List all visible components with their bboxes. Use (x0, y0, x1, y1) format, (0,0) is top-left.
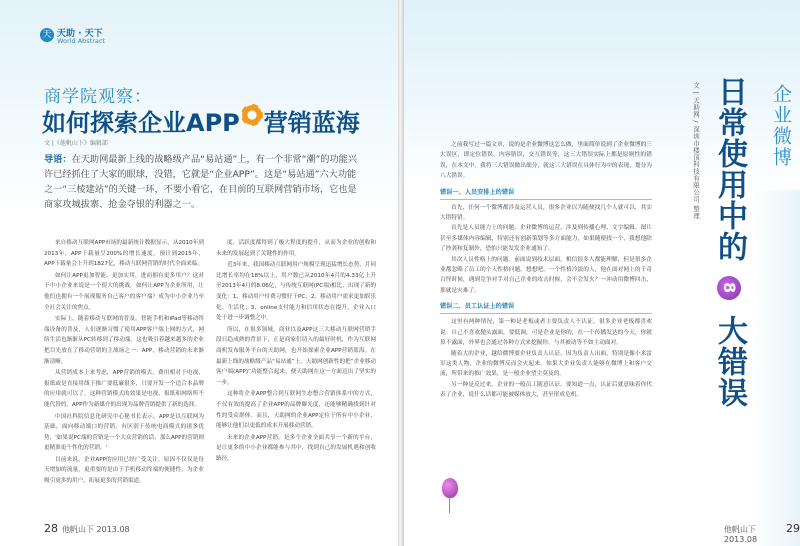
intro (440, 140, 652, 182)
paragraph: 另一种是反过来，企业的一般员工随意认证。要知道一点，认证后就意味着你代表了企业，说什么话都可能被媒体放大，甚至形成危机。 (440, 381, 652, 399)
left-page (0, 0, 398, 546)
section-divider (440, 313, 652, 314)
folio-text: 他帆山下 2013.08 (724, 525, 758, 544)
left-body-text (44, 238, 374, 518)
article-headline (42, 103, 360, 138)
paragraph: 来自移动互联网APP市场的最新统计数据显示，从2010年到2013年，APP下载量呈200%的增长速度，预计到2015年，APP下载量会上升到1827亿，移动互联网营销的时代全面来临。 (44, 240, 204, 268)
paragraph: 中国社科院信息化研究中心秘书长表示，APP是以互联网为基础，面向移动端口的营销，有区别于传统电商模式的诸多优势，'如果说PC端的营销是一个大众营销的话，那么APP的营销则更精准更个性化的营销。' (44, 413, 204, 452)
article-byline: 文 |《他帆山下》编辑部 (44, 140, 108, 147)
paragraph: 之前我写过一篇文章，说的是企业微博这怎么做，里面简单说到了企业微博的三大误区，即定位错误、内容错误、交互错误等，这三大错误实际上都是原则性的错误，在本文中，我将三大错误做出细分，就这三大错误在具体行为中的表现，划分为八大错误。 (440, 142, 652, 180)
section-heading: 错误一、人员安排上的错误 (440, 188, 515, 196)
column-name: 天助 · 天下 (57, 29, 103, 39)
paragraph: 度、活跃度都得到了极大程度的提升，从而为企业的创收和未来的发展起到了关键性的作用。 (216, 240, 376, 257)
paragraph: 目前来说，企业APP的应用已经广受关注，原因不仅仅是每天增加的流量，更重要的是由于手机移动终端的便捷性，为企业吸引更多的用户，拓展更多的营销渠道。 (44, 456, 204, 485)
paragraph: 从营销成本上来考虑，APP营销的模式，费用相对于电视、报纸或是直接用线下推广要低廉很多，只要开发一个适合本品牌的应用就可以了，这种营销模式的效果是电视、报纸和网络所不能代替的，APP作为新媒介的出现为品牌营销提供了新的选择。 (44, 370, 204, 408)
right-body-text (440, 140, 652, 401)
page-number: 28 (44, 522, 58, 535)
paragraph: 如何让APP更加智能、更加实用，进而拥有更多用户？这对于中小企业来说是一个很大的挑战。如何让APP为企业所用，让他们也拥有一个展现服务自己客户的客户端？成为中小企业乃至全社会关注的焦点。 (44, 272, 204, 311)
headline-part-2: 营销蓝海 (263, 109, 360, 137)
lead-text: 在天助网最新上线的战略级产品“易站通”上，有一个非常“潮”的功能兴许已经抓住了大家的眼球，没错，它就是“企业APP”。这是“易站通”六大功能之一“三棱建站”的关键一环，不要小看它，在目前的互联网营销市场，它也是商家攻城拔寨、抢金夺银的利器之一。 (44, 154, 358, 210)
left-body-column-2 (216, 238, 376, 518)
article-lead (44, 152, 364, 212)
gear-icon (241, 104, 263, 126)
title-big-part-2: 大错误 (712, 314, 747, 408)
left-body-column-1 (44, 238, 204, 518)
paragraph: 其次人员性格上的问题。前面说到技术层面，相信很多人都能理解，但是很多企业都忽略了员工的个人性格问题。想想吧，一个性格冷淡的人，他在面对网上的千奇百怪时候，遇到竞争对手对自己企业的攻击时候，会不会发火？一冲动用微博回击，那就是灾难了。 (440, 256, 652, 294)
section-divider (440, 199, 652, 200)
paragraph: 这种将企业APP整合到互联网生态整合营销体系中的方式，不仅有效的提高了企业APP的品牌曝光度，还能够精确找到针对性的受众群体。而且，天助网的企业APP定位于所有中小企业，能够让他们以更低的成本开展移动营销。 (216, 391, 376, 430)
page-number: 29 (786, 522, 800, 535)
section-body (440, 203, 652, 297)
balloon-icon (442, 478, 458, 498)
folio-text: 他帆山下 2013.08 (62, 525, 130, 534)
article-credit: 文 | 天助网 / 深圳市楼顶科技有限公司 整理 (692, 82, 700, 220)
right-page (404, 0, 800, 546)
paragraph: 这里有两种情况，第一种是老板或者主要负责人不认证，很多企业老板都喜欢说：自己不喜欢抛头露面，要低调。可是企业是你的，在一个传播发达的今天，你就算不露面，外界也会通过各种方式来挖掘你，与其被动等不如主动面对。 (440, 319, 652, 347)
column-english-name: World Abstract (57, 37, 105, 45)
left-folio (44, 522, 130, 535)
column-logo-icon: 天 (40, 28, 54, 42)
section-heading: 错误二、员工认证上的错误 (440, 303, 515, 311)
headline-part-1: 如何探索企业APP (42, 109, 240, 137)
paragraph: 近3年来，我国移动互联网用户规模呈现迅猛增长态势，月同比增长率均在18%以上，用户数已从2010年4月的4.33亿上升至2013年4月的8.06亿，与传统互联网(PC端)相比，出现了新的变化：1、移动用户付费习惯好于PC；2、移动用户需求更加娱乐化、生活化；3、online支付能力和信用状态在提升，企业入口处于进一步调整之中。 (216, 262, 376, 322)
paragraph: 未来的企业APP营销，是多个企业全面共享一个新的平台，是让更多的中小企业都能参与其中，找到自己的发展机遇和创收路径。 (216, 434, 376, 462)
paragraph: 实际上，随着移动互联网的普及，智能手机和iPad等移动终端设备的普及，人们逐渐习惯了使用APP客户端上网的方式，网络生活也渐渐从PC转移到了移动端。这也吸引着越来越多的企业把目光放在了移动营销的主战场之一：APP，移动营销的未来渐渐清晰。 (44, 316, 204, 365)
paragraph: 首先，任何一个微博都涉及运营人员，很多企业以为随便找几个人就可以，其实大错特错。 (440, 204, 652, 222)
title-small: 企业微博 (770, 84, 792, 168)
paragraph: 随着大的企业，越给微博要企业负责人认证，因为负责人出面，特别是像小米雷军这类人物，企业的微博反而会火起来。如果大企业负责人能够在微博上和客户交流，所带来的推广效果，是一般企业望尘莫及的。 (440, 350, 652, 378)
right-folio (724, 522, 800, 544)
paragraph: 首先是人员能力上的问题。企业微博的运营，涉及到传播心理、文字编辑、图片甚至多媒体内容编辑，特别还有创新策划等多方面能力，如果随便找一个，我想他除了抄袭和复制外，恐怕只能发发企业通知了。 (440, 225, 652, 253)
article-kicker: 商学院观察： (44, 87, 152, 107)
title-big (712, 76, 747, 408)
section-body (440, 317, 652, 400)
vertical-title (674, 70, 794, 430)
lead-label: 导语： (44, 154, 72, 165)
number-eight-badge: 8 (717, 276, 741, 300)
title-big-part-1: 日常使用中的 (712, 76, 747, 262)
balloon-string (449, 497, 450, 513)
paragraph: 所以，在很多领域，商业以及APP这三大移动互联网营销手段日趋成熟的背景下，正是商家们切入的最好时机，作为互联网商机发布服务平台的天助网，也开始探索企业APP营销蓝海。在最新上线的战略级产品“易站通”上，天助网创新性的把“企业移动客户端(APP)”功能整合起来，便天助网在这一方面迈出了坚实的一步。 (216, 326, 376, 386)
